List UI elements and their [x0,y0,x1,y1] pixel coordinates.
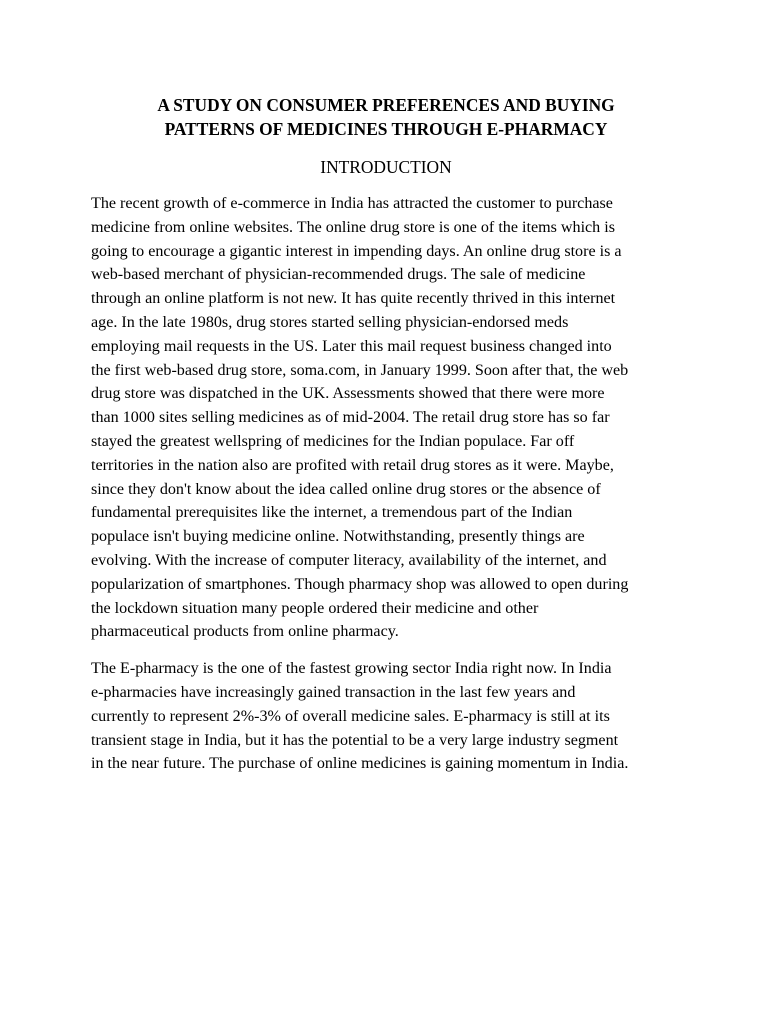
text-line: in the near future. The purchase of online medicines is gaining momentum in India. [91,755,629,773]
document-title [85,93,687,141]
section-heading: INTRODUCTION [320,157,452,177]
text-line: than 1000 sites selling medicines as of mid-2004. The retail drug store has so far [91,409,610,427]
text-line: going to encourage a gigantic interest in impending days. An online drug store is a [91,242,622,260]
paragraph [91,192,681,644]
document-page [91,93,681,789]
text-line: territories in the nation also are profited with retail drug stores as it were. Maybe, [91,456,614,474]
text-line: the first web-based drug store, soma.com, in January 1999. Soon after that, the web [91,361,629,379]
text-line: age. In the late 1980s, drug stores started selling physician-endorsed meds [91,313,569,331]
text-line: pharmaceutical products from online pharmacy. [91,623,399,641]
text-line: employing mail requests in the US. Later this mail request business changed into [91,337,612,355]
title-line: PATTERNS OF MEDICINES THROUGH E-PHARMACY [164,119,608,139]
text-line: web-based merchant of physician-recommended drugs. The sale of medicine [91,266,586,284]
text-line: the lockdown situation many people ordered their medicine and other [91,599,539,617]
text-line: currently to represent 2%-3% of overall medicine sales. E-pharmacy is still at its [91,707,610,725]
text-line: medicine from online websites. The online drug store is one of the items which is [91,218,615,236]
text-line: fundamental prerequisites like the internet, a tremendous part of the Indian [91,504,573,522]
title-line: A STUDY ON CONSUMER PREFERENCES AND BUYING [157,95,615,115]
paragraph [91,657,681,776]
text-line: transient stage in India, but it has the potential to be a very large industry segment [91,731,619,749]
text-line: The recent growth of e-commerce in India has attracted the customer to purchase [91,195,613,212]
text-line: The E-pharmacy is the one of the fastest growing sector India right now. In India [91,660,612,678]
text-line: evolving. With the increase of computer literacy, availability of the internet, and [91,551,607,569]
text-line: since they don't know about the idea called online drug stores or the absence of [91,480,601,498]
body-text [91,192,681,776]
text-line: popularization of smartphones. Though pharmacy shop was allowed to open during [91,575,629,593]
text-line: populace isn't buying medicine online. Notwithstanding, presently things are [91,528,585,546]
text-line: drug store was dispatched in the UK. Assessments showed that there were more [91,385,605,403]
text-line: e-pharmacies have increasingly gained transaction in the last few years and [91,683,576,701]
text-line: through an online platform is not new. It has quite recently thrived in this internet [91,290,616,308]
text-line: stayed the greatest wellspring of medicines for the Indian populace. Far off [91,432,575,450]
